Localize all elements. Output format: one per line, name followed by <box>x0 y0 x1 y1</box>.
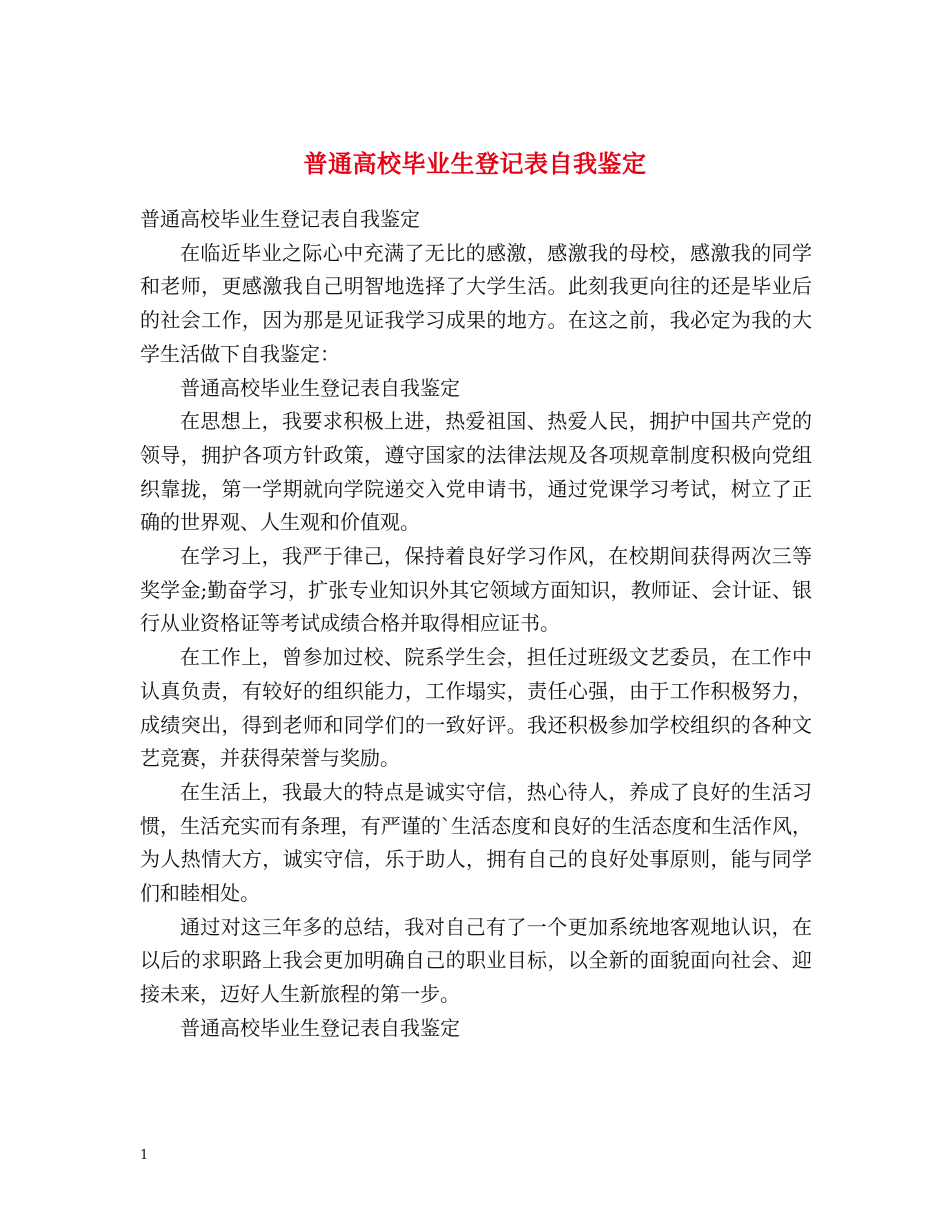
ideology-paragraph: 在思想上，我要求积极上进，热爱祖国、热爱人民，拥护中国共产党的领导，拥护各项方针政策，遵守国家的法律法规及各项规章制度积极向党组织靠拢，第一学期就向学院递交入党申请书，通过党课学习考试，树立了正确的世界观、人生观和价值观。 <box>140 409 812 535</box>
document-body <box>140 203 812 1046</box>
subheading-paragraph: 普通高校毕业生登记表自我鉴定 <box>180 375 460 400</box>
document-title: 普通高校毕业生登记表自我鉴定 <box>303 149 647 179</box>
summary-paragraph: 通过对这三年多的总结，我对自己有了一个更加系统地客观地认识，在以后的求职路上我会更加明确自己的职业目标，以全新的面貌面向社会、迎接未来，迈好人生新旅程的第一步。 <box>140 914 812 1007</box>
body-heading-paragraph: 普通高校毕业生登记表自我鉴定 <box>140 207 420 231</box>
closing-subheading-paragraph: 普通高校毕业生登记表自我鉴定 <box>180 1015 460 1040</box>
work-paragraph: 在工作上，曾参加过校、院系学生会，担任过班级文艺委员，在工作中认真负责，有较好的组织能力，工作塌实，责任心强，由于工作积极努力，成绩突出，得到老师和同学们的一致好评。我还积极参加学校组织的各种文艺竞赛，并获得荣誉与奖励。 <box>140 645 812 771</box>
study-paragraph: 在学习上，我严于律己，保持着良好学习作风，在校期间获得两次三等奖学金;勤奋学习，扩张专业知识外其它领域方面知识，教师证、会计证、银行从业资格证等考试成绩合格并取得相应证书。 <box>140 544 812 636</box>
intro-paragraph: 在临近毕业之际心中充满了无比的感激，感激我的母校，感激我的同学和老师，更感激我自己明智地选择了大学生活。此刻我更向往的还是毕业后的社会工作，因为那是见证我学习成果的地方。在这之前，我必定为我的大学生活做下自我鉴定： <box>140 240 812 366</box>
life-paragraph: 在生活上，我最大的特点是诚实守信，热心待人，养成了良好的生活习惯，生活充实而有条理，有严谨的`生活态度和良好的生活态度和生活作风，为人热情大方，诚实守信，乐于助人，拥有自己的良好处事原则，能与同学们和睦相处。 <box>140 779 812 906</box>
page-number: 1 <box>140 1148 149 1163</box>
